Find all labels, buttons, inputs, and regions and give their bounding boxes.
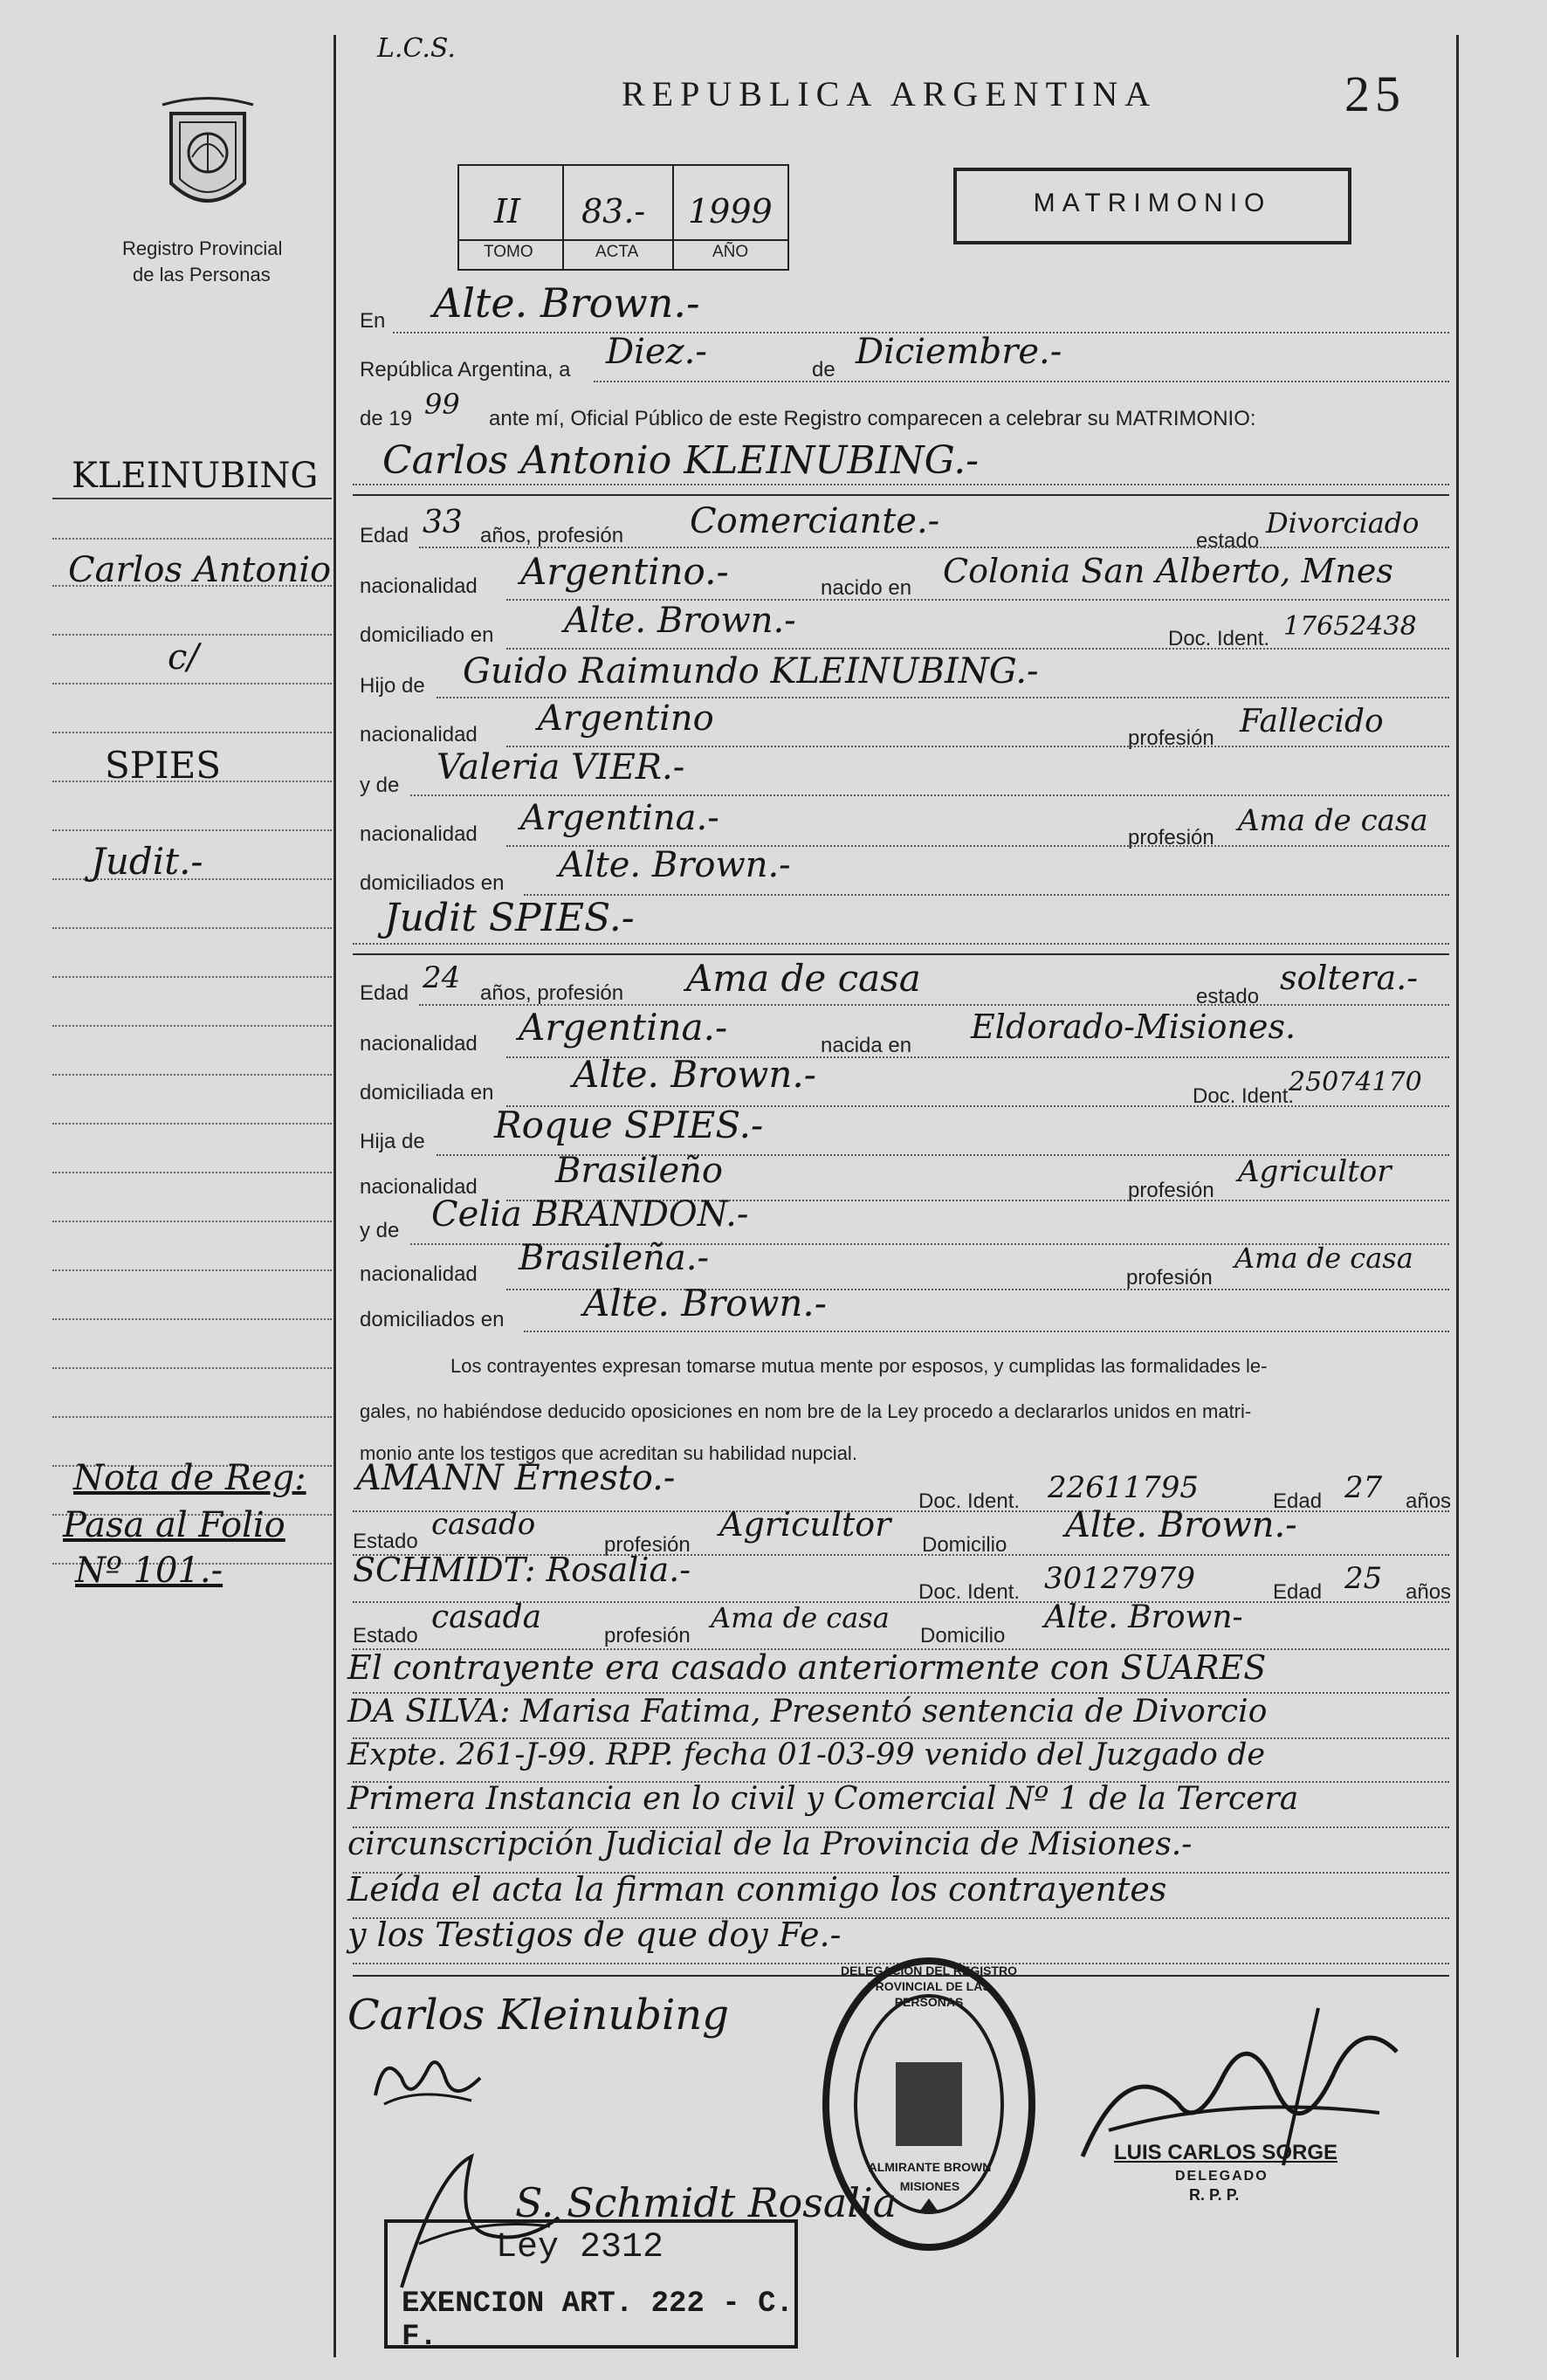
witness1-prof-label: profesión bbox=[604, 1533, 691, 1557]
witness1-dom: Alte. Brown.- bbox=[1065, 1505, 1297, 1545]
registry-name-line2: de las Personas bbox=[133, 264, 271, 285]
place-value: Alte. Brown.- bbox=[433, 279, 700, 327]
groom-edad: 33 bbox=[423, 505, 463, 540]
officer-title: DELEGADO bbox=[1175, 2169, 1269, 2184]
margin-note-line1: Nota de Reg: bbox=[73, 1458, 306, 1498]
year-value: 99 bbox=[424, 388, 460, 421]
bride-madre: Celia BRANDON.- bbox=[431, 1194, 749, 1235]
groom-padre-prof-label: profesión bbox=[1128, 726, 1214, 750]
groom-madre-nac: Argentina.- bbox=[520, 798, 719, 838]
witness1-dom-label: Domicilio bbox=[922, 1533, 1007, 1557]
margin-note-line3: Nº 101.- bbox=[75, 1551, 223, 1591]
groom-profesion: Comerciante.- bbox=[690, 501, 940, 541]
groom-estado-label: estado bbox=[1196, 529, 1260, 553]
groom-madre-nac-label: nacionalidad bbox=[360, 822, 478, 846]
bride-padre: Roque SPIES.- bbox=[494, 1104, 764, 1146]
witness2-doc: 30127979 bbox=[1044, 1561, 1196, 1596]
document-type: MATRIMONIO bbox=[1033, 189, 1272, 217]
bride-nacida: Eldorado-Misiones. bbox=[971, 1008, 1296, 1046]
month-value: Diciembre.- bbox=[856, 332, 1062, 372]
ano-value: 1999 bbox=[688, 192, 773, 230]
witness1-edad: 27 bbox=[1344, 1470, 1383, 1505]
bride-domicil-label: domiciliados en bbox=[360, 1308, 505, 1331]
officer-title2: R. P. P. bbox=[1189, 2186, 1240, 2204]
groom-madre: Valeria VIER.- bbox=[437, 747, 685, 788]
bride-padre-nac-label: nacionalidad bbox=[360, 1175, 478, 1199]
witness2-prof-label: profesión bbox=[604, 1624, 691, 1647]
bride-dom-label: domiciliada en bbox=[360, 1081, 494, 1104]
margin-name-groom: Carlos Antonio bbox=[68, 550, 332, 590]
witness1-doc: 22611795 bbox=[1048, 1470, 1200, 1505]
groom-nacido: Colonia San Alberto, Mnes bbox=[943, 552, 1393, 590]
bride-nac-label: nacionalidad bbox=[360, 1032, 478, 1056]
declaration-line1: Los contrayentes expresan tomarse mutua mente por esposos, y cumplidas las formalidades le- bbox=[450, 1355, 1268, 1377]
groom-domicil-label: domiciliados en bbox=[360, 871, 505, 895]
bride-hija-label: Hija de bbox=[360, 1130, 425, 1153]
bride-padre-prof-label: profesión bbox=[1128, 1179, 1214, 1202]
bride-domicilio: Alte. Brown.- bbox=[573, 1053, 816, 1096]
bride-domicil: Alte. Brown.- bbox=[583, 1282, 827, 1324]
note-line-3: Expte. 261-J-99. RPP. fecha 01-03-99 venido del Juzgado de bbox=[347, 1737, 1266, 1772]
groom-doc-label: Doc. Ident. bbox=[1168, 627, 1270, 650]
provincial-seal-icon bbox=[154, 96, 262, 218]
record-box bbox=[457, 164, 789, 271]
intro-text: ante mí, Oficial Público de este Registro comparecen a celebrar su MATRIMONIO: bbox=[489, 407, 1256, 430]
witness1-edad-label: Edad bbox=[1273, 1489, 1323, 1513]
acta-value: 83.- bbox=[581, 192, 646, 230]
bride-nacida-label: nacida en bbox=[821, 1034, 912, 1057]
groom-padre-nac-label: nacionalidad bbox=[360, 723, 478, 746]
groom-yde-label: y de bbox=[360, 774, 400, 797]
year-label: de 19 bbox=[360, 407, 413, 430]
groom-doc: 17652438 bbox=[1283, 611, 1417, 642]
ley-exemption-stamp bbox=[384, 2219, 798, 2354]
margin-column bbox=[52, 437, 332, 1615]
bride-profesion-label: años, profesión bbox=[480, 981, 624, 1005]
witness2-dom-label: Domicilio bbox=[920, 1624, 1006, 1647]
tomo-value: II bbox=[494, 192, 521, 230]
groom-madre-prof-label: profesión bbox=[1128, 826, 1214, 850]
groom-padre-prof: Fallecido bbox=[1240, 704, 1384, 739]
witness2-name: SCHMIDT: Rosalia.- bbox=[353, 1551, 691, 1589]
document-type-box bbox=[953, 168, 1351, 244]
left-margin-border bbox=[333, 35, 336, 2357]
groom-hijo-label: Hijo de bbox=[360, 674, 425, 698]
note-line-1: El contrayente era casado anteriormente con SUARES bbox=[347, 1648, 1267, 1687]
margin-note-line2: Pasa al Folio bbox=[63, 1505, 285, 1545]
bride-madre-nac: Brasileña.- bbox=[519, 1238, 709, 1278]
declaration-line3: monio ante los testigos que acreditan su habilidad nupcial. bbox=[360, 1442, 857, 1464]
witness2-edad: 25 bbox=[1344, 1561, 1383, 1596]
page-number: 25 bbox=[1344, 65, 1406, 122]
witness2-estado: casada bbox=[431, 1599, 542, 1635]
groom-name: Carlos Antonio KLEINUBING.- bbox=[382, 438, 980, 483]
groom-padre-nac: Argentino bbox=[538, 698, 714, 739]
bride-madre-nac-label: nacionalidad bbox=[360, 1262, 478, 1286]
acta-label: ACTA bbox=[595, 243, 639, 261]
witness1-prof: Agricultor bbox=[719, 1505, 891, 1544]
witness2-prof: Ama de casa bbox=[711, 1601, 890, 1634]
witness2-doc-label: Doc. Ident. bbox=[918, 1580, 1021, 1604]
bride-profesion: Ama de casa bbox=[686, 957, 921, 1000]
de-label: de bbox=[812, 358, 835, 382]
groom-nacido-label: nacido en bbox=[821, 576, 912, 600]
witness2-signature: S. Schmidt Rosalia bbox=[515, 2179, 897, 2226]
bride-madre-prof: Ama de casa bbox=[1234, 1242, 1413, 1275]
groom-domicil: Alte. Brown.- bbox=[559, 845, 791, 885]
bride-yde-label: y de bbox=[360, 1219, 400, 1242]
note-line-2: DA SILVA: Marisa Fatima, Presentó sentencia de Divorcio bbox=[347, 1694, 1268, 1730]
groom-madre-prof: Ama de casa bbox=[1238, 803, 1428, 838]
ley-stamp-text: Ley 2312 bbox=[496, 2228, 664, 2267]
en-label: En bbox=[360, 309, 386, 333]
ano-label: AÑO bbox=[712, 243, 749, 261]
groom-nacionalidad: Argentino.- bbox=[520, 550, 729, 593]
bride-edad: 24 bbox=[423, 960, 461, 995]
groom-estado: Divorciado bbox=[1266, 506, 1420, 540]
officer-name: LUIS CARLOS SORGE bbox=[1114, 2141, 1338, 2164]
round-stamp-outer-text: DELEGACION DEL REGISTRO PROVINCIAL DE LAS PERSONAS bbox=[841, 1964, 1017, 2009]
clerk-initials: L.C.S. bbox=[377, 33, 456, 64]
bride-estado: soltera.- bbox=[1280, 959, 1419, 997]
margin-surname-bride: SPIES bbox=[105, 744, 222, 787]
note-line-7: y los Testigos de que doy Fe.- bbox=[347, 1916, 842, 1954]
bride-signature-icon bbox=[367, 2043, 489, 2113]
margin-surname-groom: KLEINUBING bbox=[72, 456, 319, 496]
margin-name-bride: Judit.- bbox=[91, 840, 203, 883]
bride-padre-nac: Brasileño bbox=[555, 1151, 723, 1191]
republica-label: República Argentina, a bbox=[360, 358, 571, 382]
bride-doc: 25074170 bbox=[1289, 1067, 1422, 1097]
declaration-line2: gales, no habiéndose deducido oposiciones en nom bre de la Ley procedo a declararlos unidos en matri- bbox=[360, 1400, 1252, 1422]
note-line-6: Leída el acta la firman conmigo los contrayentes bbox=[347, 1870, 1167, 1909]
groom-profesion-label: años, profesión bbox=[480, 524, 624, 547]
witness2-estado-label: Estado bbox=[353, 1624, 418, 1647]
witness1-name: AMANN Ernesto.- bbox=[356, 1458, 676, 1498]
bride-name: Judit SPIES.- bbox=[384, 896, 635, 940]
witness1-doc-label: Doc. Ident. bbox=[918, 1489, 1021, 1513]
witness2-dom: Alte. Brown- bbox=[1044, 1599, 1243, 1635]
tomo-label: TOMO bbox=[484, 243, 533, 261]
bride-padre-prof: Agricultor bbox=[1238, 1154, 1392, 1189]
groom-nac-label: nacionalidad bbox=[360, 574, 478, 598]
round-stamp-inner-text2: MISIONES bbox=[899, 2179, 960, 2193]
groom-padre: Guido Raimundo KLEINUBING.- bbox=[463, 651, 1039, 691]
note-line-4: Primera Instancia en lo civil y Comercial Nº 1 de la Tercera bbox=[347, 1781, 1299, 1817]
witness2-edad-label: Edad bbox=[1273, 1580, 1323, 1604]
witness1-estado: casado bbox=[431, 1507, 536, 1542]
witness1-anos-label: años bbox=[1406, 1489, 1452, 1513]
day-value: Diez.- bbox=[606, 332, 707, 372]
bride-edad-label: Edad bbox=[360, 981, 409, 1005]
bride-nacionalidad: Argentina.- bbox=[519, 1006, 728, 1049]
exencion-stamp-text: EXENCION ART. 222 - C. F. bbox=[402, 2287, 794, 2354]
groom-signature: Carlos Kleinubing bbox=[347, 1991, 729, 2040]
margin-conjunction: c/ bbox=[168, 637, 199, 678]
groom-domicilio: Alte. Brown.- bbox=[564, 601, 796, 641]
bride-doc-label: Doc. Ident. bbox=[1193, 1084, 1295, 1108]
note-line-5: circunscripción Judicial de la Provincia de Misiones.- bbox=[347, 1826, 1193, 1862]
groom-dom-label: domiciliado en bbox=[360, 623, 494, 647]
round-stamp-inner-text: ALMIRANTE BROWN bbox=[868, 2160, 992, 2174]
witness1-estado-label: Estado bbox=[353, 1530, 418, 1553]
right-border bbox=[1456, 35, 1459, 2357]
witness2-anos-label: años bbox=[1406, 1580, 1452, 1604]
country-title: REPUBLICA ARGENTINA bbox=[622, 74, 1158, 113]
groom-edad-label: Edad bbox=[360, 524, 409, 547]
registry-name-line1: Registro Provincial bbox=[122, 237, 283, 259]
bride-madre-prof-label: profesión bbox=[1126, 1266, 1213, 1290]
bride-estado-label: estado bbox=[1196, 985, 1260, 1008]
